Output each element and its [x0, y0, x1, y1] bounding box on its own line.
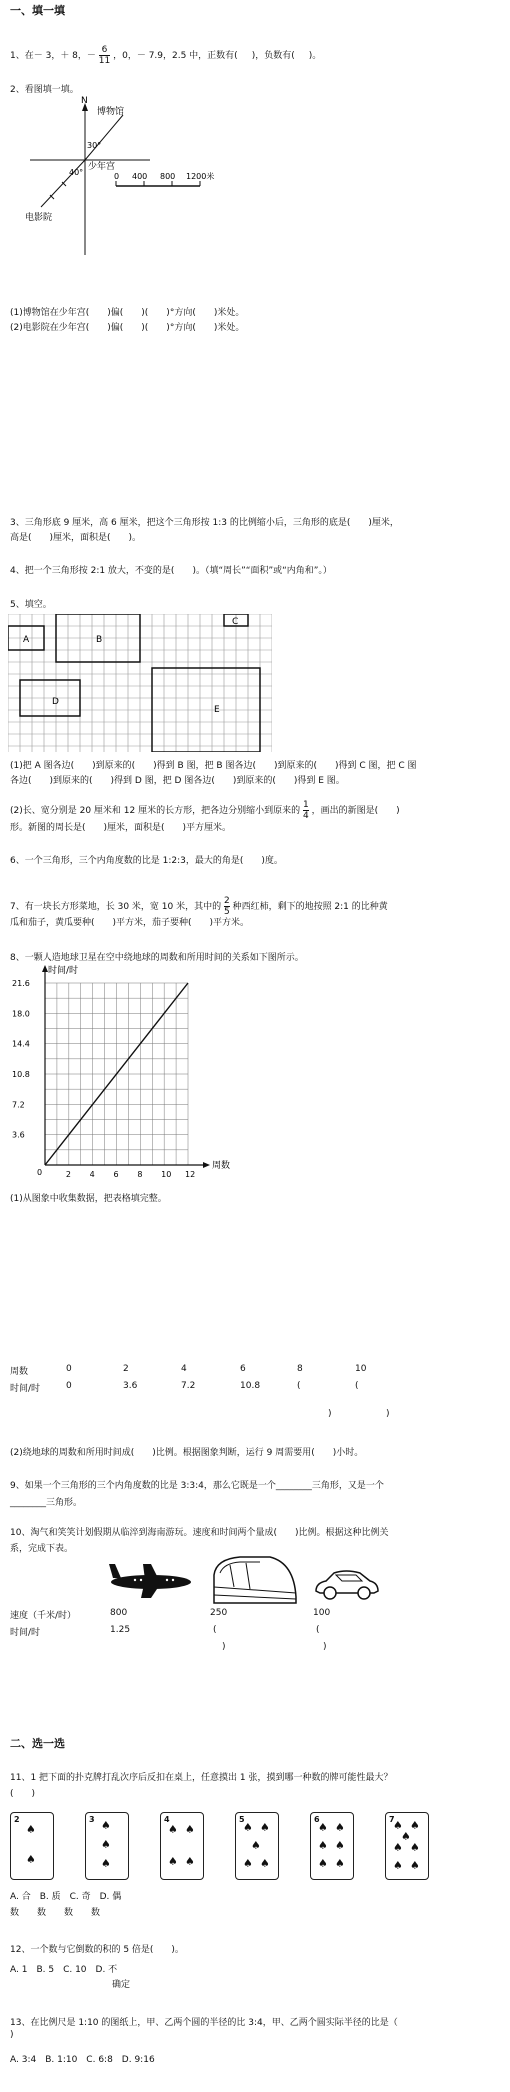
x-tick-label: 8: [137, 1170, 143, 1179]
q8-title: 8、一颗人造地球卫星在空中绕地球的周数和所用时间的关系如下图所示。: [10, 953, 304, 963]
y-tick-label: 21.6: [12, 979, 30, 988]
card-rank: 5: [239, 1815, 245, 1824]
card-rank: 3: [89, 1815, 95, 1824]
q10-row1-label: 速度（千米/时）: [10, 1611, 77, 1621]
x-tick-label: 2: [65, 1170, 71, 1179]
spade-icon: ♠: [101, 1857, 111, 1870]
q11-line1: 11、1 把下面的扑克牌打乱次序后反扣在桌上，任意摸出 1 张，摸到哪一种数的牌可能性最大？: [10, 1773, 393, 1783]
q8-cell: (: [297, 1381, 301, 1391]
q5-line3-a: (2)长、宽分别是 20 厘米和 12 厘米的长方形，把各边分别缩小到原来的: [10, 806, 301, 816]
q8-close-paren: ): [386, 1409, 390, 1419]
q13-line1: 13、在比例尺是 1:10 的图纸上，甲、乙两个圆的半径的比 3:4，甲、乙两个圆实际半径的比是（: [10, 2018, 398, 2028]
q8-cell: (: [355, 1381, 359, 1391]
q5-line1: (1)把 A 图各边( )到原来的( )得到 B 图，把 B 图各边( )到原来的( )得到 C 图，把 C 图: [10, 761, 417, 771]
enlarge-shrink-grid: [8, 614, 272, 752]
x-tick-label: 12: [185, 1170, 196, 1179]
playing-card: [85, 1812, 129, 1880]
question-5-title: 5、填空。: [10, 600, 52, 610]
q2-line2: (2)电影院在少年宫( )偏( )( )°方向( )米处。: [10, 323, 245, 333]
q5-line2: 各边( )到原来的( )得到 D 图，把 D 图各边( )到原来的( )得到 E 图。: [10, 776, 345, 786]
question-6: 6、一个三角形，三个内角度数的比是 1:2:3，最大的角是( )度。: [10, 856, 283, 866]
section-title-choose: 二、选一选: [10, 1737, 65, 1750]
x-tick-label: 6: [113, 1170, 119, 1179]
q1-pre: 1、在－ 3，＋ 8，－: [10, 51, 96, 61]
direction-map-diagram: [0, 95, 280, 285]
y-tick-label: 7.2: [12, 1100, 25, 1110]
q8-close-paren: ): [328, 1409, 332, 1419]
q10-line1: 10、淘气和笑笑计划假期从临淬到海南游玩。速度和时间两个量成( )比例。根据这种比例关: [10, 1528, 389, 1538]
question-2-title: 2、看图填一填。: [10, 85, 79, 95]
x-axis-label: 周数: [212, 1161, 231, 1171]
origin-label: 0: [37, 1168, 43, 1177]
q9-line1: 9、如果一个三角形的三个内角度数的比是 3:3:4，那么它既是一个________三角形，又是一个: [10, 1481, 384, 1491]
q9-line2: ________三角形。: [10, 1498, 83, 1508]
label-c: C: [232, 617, 239, 627]
car-picture: [312, 1565, 382, 1603]
q8-cell: 0: [66, 1381, 72, 1391]
q7-frac-den: 5: [223, 907, 230, 917]
q3-line2: 高是( )厘米，面积是( )。: [10, 533, 142, 543]
q8-cell: 10: [355, 1364, 367, 1374]
card-rank: 4: [164, 1815, 170, 1824]
spade-icon: ♠: [318, 1821, 328, 1834]
q7-line1: [10, 896, 388, 917]
q2-line1: (1)博物馆在少年宫( )偏( )( )°方向( )米处。: [10, 308, 245, 318]
y-tick-label: 18.0: [12, 1009, 30, 1019]
spade-icon: ♠: [260, 1857, 270, 1870]
y-tick-label: 10.8: [12, 1070, 30, 1079]
q1-post: ，0，－ 7.9，2.5 中，正数有(: [113, 51, 238, 61]
q7-line1-a: 7、有一块长方形菜地，长 30 米，宽 10 米，其中的: [10, 902, 222, 912]
q11-options: A. 合 B. 质 C. 奇 D. 偶: [10, 1892, 122, 1902]
ray-to-museum: [85, 115, 123, 160]
question-1: [10, 45, 321, 66]
q7-line1-b: 种西红柿，剩下的地按照 2:1 的比种黄: [232, 902, 388, 912]
spade-icon: ♠: [251, 1839, 261, 1852]
q8-cell: 6: [240, 1364, 246, 1374]
y-tick-label: 14.4: [12, 1039, 30, 1049]
spade-icon: ♠: [26, 1823, 36, 1836]
spade-icon: ♠: [101, 1819, 111, 1832]
q10-close-paren: ): [222, 1642, 226, 1652]
spade-icon: ♠: [335, 1857, 345, 1870]
section-title-fill: 一、填一填: [10, 4, 65, 17]
q10-cell: (: [316, 1625, 320, 1635]
spade-icon: ♠: [168, 1823, 178, 1836]
cinema-label: 电影院: [25, 213, 53, 223]
q5-fraction: [303, 800, 309, 821]
q8-cell: 8: [297, 1364, 303, 1374]
q7-line2: 瓜和茄子，黄瓜要种( )平方米，茄子要种( )平方米。: [10, 918, 250, 928]
q5-frac-den: 4: [302, 811, 309, 821]
q7-frac-num: 2: [223, 896, 230, 906]
q10-row2-label: 时间/时: [10, 1628, 41, 1638]
spade-icon: ♠: [168, 1855, 178, 1868]
q8-sub2: (2)绕地球的周数和所用时间成( )比例。根据图象判断，运行 9 周需要用( )小时。: [10, 1448, 364, 1458]
q8-row2-label: 时间/时: [10, 1384, 41, 1394]
q8-cell: 7.2: [181, 1381, 196, 1391]
q7-fraction: [224, 896, 230, 917]
spade-icon: ♠: [243, 1821, 253, 1834]
spade-icon: ♠: [101, 1838, 111, 1851]
spade-icon: ♠: [318, 1839, 328, 1852]
spade-icon: ♠: [26, 1853, 36, 1866]
q10-cell: 800: [110, 1608, 128, 1618]
q8-row1-label: 周数: [10, 1367, 29, 1377]
playing-card: [310, 1812, 354, 1880]
q10-close-paren: ): [323, 1642, 327, 1652]
q10-cell: 1.25: [110, 1625, 131, 1635]
q12-options-cont: 确定: [112, 1980, 131, 1990]
q5-line3: [10, 800, 400, 821]
q8-cell: 4: [181, 1364, 187, 1374]
x-axis-arrow: [203, 1162, 210, 1168]
north-label: N: [81, 96, 88, 106]
q5-line4: 形。新图的周长是( )厘米，面积是( )平方厘米。: [10, 823, 232, 833]
q1-end: )。: [308, 51, 322, 61]
q5-frac-num: 1: [302, 800, 309, 810]
angle-label: 40°: [69, 168, 84, 177]
label-d: D: [52, 697, 59, 707]
chart-marks: [42, 965, 210, 1168]
q13-options: A. 3:4 B. 1:10 C. 6:8 D. 9:16: [10, 2055, 155, 2065]
museum-label: 博物馆: [97, 107, 125, 117]
spade-icon: ♠: [410, 1859, 420, 1872]
spade-icon: ♠: [185, 1855, 195, 1868]
playing-cards: [10, 1812, 450, 1882]
spade-icon: ♠: [393, 1841, 403, 1854]
youth-palace-label: 少年宫: [88, 162, 116, 172]
q10-cell: (: [213, 1625, 217, 1635]
spade-icon: ♠: [410, 1819, 420, 1832]
card-rank: 6: [314, 1815, 320, 1824]
q10-line2: 系，完成下表。: [10, 1544, 74, 1554]
playing-card: [10, 1812, 54, 1880]
satellite-line-chart: [10, 960, 270, 1185]
q12-line: 12、一个数与它倒数的积的 5 倍是( )。: [10, 1945, 184, 1955]
x-tick-label: 4: [89, 1170, 95, 1179]
q13-line2: ): [10, 2030, 14, 2040]
spade-icon: ♠: [260, 1821, 270, 1834]
spade-icon: ♠: [410, 1841, 420, 1854]
label-b: B: [96, 635, 103, 645]
scale-label: 1200米: [186, 172, 215, 181]
playing-card: [235, 1812, 279, 1880]
card-rank: 7: [389, 1815, 395, 1824]
q8-cell: 10.8: [240, 1381, 261, 1391]
question-4: 4、把一个三角形按 2:1 放大，不变的是( )。（填“周长”“面积”或“内角和”。）: [10, 566, 332, 576]
spade-icon: ♠: [185, 1823, 195, 1836]
q1-frac-num: 6: [99, 45, 110, 56]
q10-cell: 100: [313, 1608, 331, 1618]
playing-card: [385, 1812, 429, 1880]
scale-label: 800: [160, 172, 176, 181]
angle-label: 30°: [87, 141, 102, 150]
spade-icon: ♠: [318, 1857, 328, 1870]
q11-options-cont: 数 数 数 数: [10, 1908, 101, 1918]
q8-cell: 0: [66, 1364, 72, 1374]
spade-icon: ♠: [243, 1857, 253, 1870]
spade-icon: ♠: [393, 1819, 403, 1832]
label-e: E: [214, 705, 220, 715]
spade-icon: ♠: [393, 1859, 403, 1872]
q8-sub1: (1)从图象中收集数据，把表格填完整。: [10, 1194, 167, 1204]
y-tick-label: 3.6: [12, 1130, 25, 1140]
q1-mid: )，负数有(: [251, 51, 295, 61]
q10-cell: 250: [210, 1608, 228, 1618]
q5-line3-b: ，画出的新图是( ): [311, 806, 400, 816]
scale-label: 0: [114, 172, 120, 181]
q1-fraction: [99, 45, 110, 66]
q11-line2: ( ): [10, 1789, 36, 1799]
q8-cell: 3.6: [123, 1381, 138, 1391]
q1-frac-den: 11: [98, 56, 111, 66]
q3-line1: 3、三角形底 9 厘米，高 6 厘米，把这个三角形按 1:3 的比例缩小后，三角形的底是( )厘米，: [10, 518, 399, 528]
label-a: A: [23, 635, 30, 645]
playing-card: [160, 1812, 204, 1880]
x-tick-label: 10: [161, 1170, 172, 1179]
card-rank: 2: [14, 1815, 20, 1824]
scale-label: 400: [132, 172, 148, 181]
q12-options: A. 1 B. 5 C. 10 D. 不: [10, 1965, 118, 1975]
y-axis-label: 时间/时: [48, 966, 79, 976]
q8-cell: 2: [123, 1364, 129, 1374]
spade-icon: ♠: [335, 1839, 345, 1852]
airplane-picture: [105, 1558, 195, 1602]
high-speed-train-picture: [210, 1553, 300, 1607]
spade-icon: ♠: [335, 1821, 345, 1834]
spade-icon: ♠: [401, 1830, 411, 1843]
